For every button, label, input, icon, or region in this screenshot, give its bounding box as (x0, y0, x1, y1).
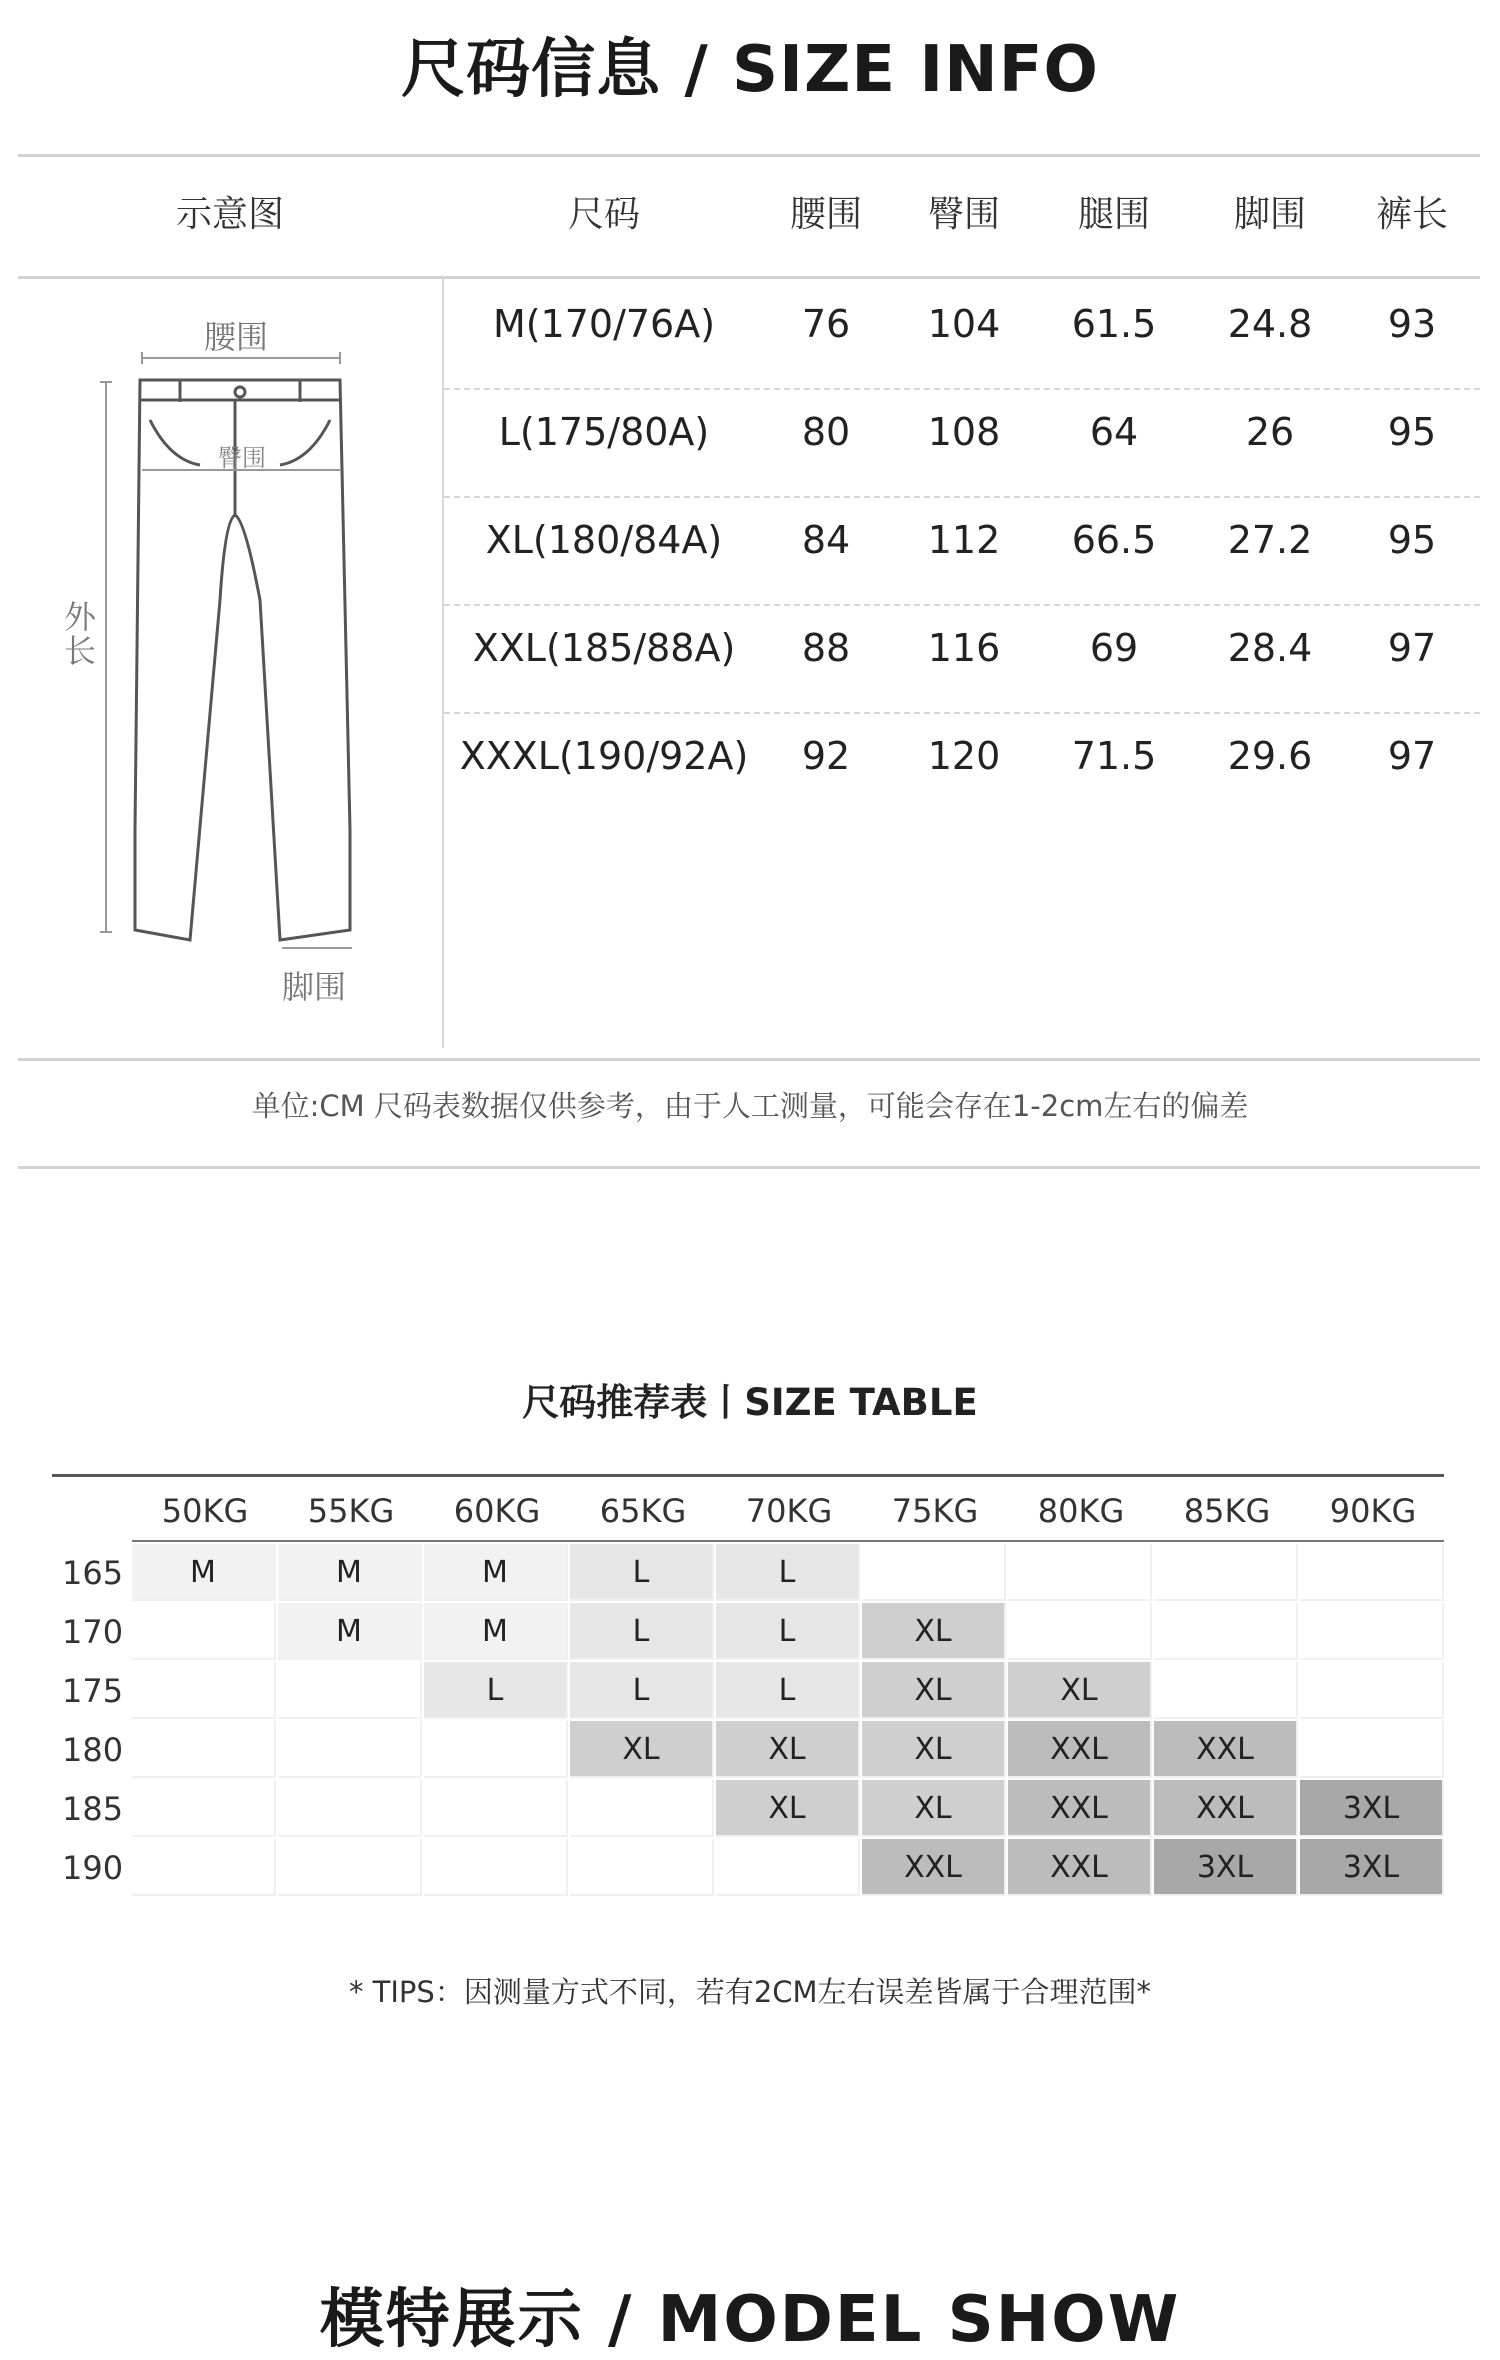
size-row-2-thigh: 64 (1089, 410, 1139, 454)
size-cell (1300, 1662, 1444, 1719)
size-row-4-hip: 116 (927, 626, 1001, 670)
size-row-4-thigh: 69 (1089, 626, 1139, 670)
size-row-5-size: XXXL(190/92A) (459, 734, 749, 778)
size-cell (132, 1721, 276, 1778)
size-row-3-thigh: 66.5 (1071, 518, 1157, 562)
header-hip: 臀围 (927, 194, 1001, 235)
size-cell: XXL (1008, 1780, 1152, 1837)
size-cell (424, 1839, 568, 1896)
size-cell (1154, 1544, 1298, 1601)
unit-note: 单位:CM 尺码表数据仅供参考，由于人工测量，可能会存在1-2cm左右的偏差 (251, 1089, 1249, 1123)
header-bottom-divider (18, 276, 1480, 279)
size-cell: 3XL (1300, 1780, 1444, 1837)
size-cell: 3XL (1300, 1839, 1444, 1896)
pants-outline-icon (60, 300, 400, 1020)
size-table-title: 尺码推荐表丨SIZE TABLE (522, 1381, 978, 1424)
size-cell: XL (1008, 1662, 1152, 1719)
size-cell: M (424, 1544, 568, 1601)
pants-diagram (60, 300, 400, 1020)
diagram-hem-label: 脚围 (282, 968, 347, 1006)
size-cell (570, 1780, 714, 1837)
height-label: 180 (62, 1731, 124, 1769)
diagram-column-divider (442, 278, 444, 1048)
weight-header: 75KG (891, 1492, 979, 1530)
size-row-4-waist: 88 (801, 626, 851, 670)
note-divider (18, 1166, 1480, 1169)
size-cell: M (424, 1603, 568, 1660)
weight-header: 70KG (745, 1492, 833, 1530)
weight-header: 85KG (1183, 1492, 1271, 1530)
size-cell: L (716, 1544, 860, 1601)
size-cell: XXL (1008, 1839, 1152, 1896)
size-row-3-hem: 27.2 (1227, 518, 1313, 562)
size-cell: XXL (1154, 1780, 1298, 1837)
size-cell (1154, 1603, 1298, 1660)
size-cell (132, 1780, 276, 1837)
size-cell (132, 1839, 276, 1896)
size-row-3-size: XL(180/84A) (485, 518, 723, 562)
size-row-2-size: L(175/80A) (498, 410, 710, 454)
size-cell: XL (862, 1603, 1006, 1660)
size-cell: L (570, 1603, 714, 1660)
size-cell (1300, 1603, 1444, 1660)
height-label: 175 (62, 1672, 124, 1710)
size-row-1-waist: 76 (801, 302, 851, 346)
size-row-3-waist: 84 (801, 518, 851, 562)
size-cell: XXL (1008, 1721, 1152, 1778)
header-thigh: 腿围 (1077, 194, 1151, 235)
weight-header: 80KG (1037, 1492, 1125, 1530)
size-cell (1008, 1603, 1152, 1660)
tips-note: * TIPS：因测量方式不同，若有2CM左右误差皆属于合理范围* (348, 1975, 1152, 2009)
size-row-5-hem: 29.6 (1227, 734, 1313, 778)
size-row-3-length: 95 (1387, 518, 1437, 562)
size-row-1-hem: 24.8 (1227, 302, 1313, 346)
row-divider (444, 712, 1480, 714)
weight-header: 55KG (307, 1492, 395, 1530)
size-row-1-thigh: 61.5 (1071, 302, 1157, 346)
size-row-2-hem: 26 (1245, 410, 1295, 454)
header-top-divider (18, 154, 1480, 157)
height-label: 170 (62, 1613, 124, 1651)
size-cell: L (424, 1662, 568, 1719)
size-cell (1300, 1721, 1444, 1778)
size-cell (862, 1544, 1006, 1601)
table-bottom-divider (18, 1058, 1480, 1061)
model-show-title: 模特展示 / MODEL SHOW (319, 2283, 1181, 2357)
size-row-1-size: M(170/76A) (492, 302, 716, 346)
row-divider (444, 388, 1480, 390)
size-cell: L (570, 1662, 714, 1719)
height-label: 185 (62, 1790, 124, 1828)
header-size: 尺码 (567, 194, 641, 235)
size-cell (278, 1839, 422, 1896)
size-cell: M (278, 1544, 422, 1601)
size-row-5-length: 97 (1387, 734, 1437, 778)
size-cell (278, 1721, 422, 1778)
size-cell (132, 1603, 276, 1660)
size-row-2-waist: 80 (801, 410, 851, 454)
size-cell: 3XL (1154, 1839, 1298, 1896)
size-cell: L (716, 1662, 860, 1719)
size-cell (424, 1780, 568, 1837)
weight-header: 50KG (161, 1492, 249, 1530)
size-cell (278, 1780, 422, 1837)
size-cell: XL (862, 1780, 1006, 1837)
size-row-5-hip: 120 (927, 734, 1001, 778)
size-cell (1300, 1544, 1444, 1601)
row-divider (444, 496, 1480, 498)
size-cell (424, 1721, 568, 1778)
size-cell: XL (862, 1721, 1006, 1778)
size-row-1-length: 93 (1387, 302, 1437, 346)
grid-header-line (132, 1540, 1444, 1542)
size-row-4-hem: 28.4 (1227, 626, 1313, 670)
header-waist: 腰围 (789, 194, 863, 235)
size-row-4-length: 97 (1387, 626, 1437, 670)
size-cell (716, 1839, 860, 1896)
size-cell: M (132, 1544, 276, 1601)
row-divider (444, 604, 1480, 606)
size-cell (132, 1662, 276, 1719)
size-cell: XL (862, 1662, 1006, 1719)
size-row-3-hip: 112 (927, 518, 1001, 562)
diagram-waist-label: 腰围 (204, 318, 269, 356)
weight-header: 60KG (453, 1492, 541, 1530)
height-label: 165 (62, 1554, 124, 1592)
size-row-2-hip: 108 (927, 410, 1001, 454)
size-cell: M (278, 1603, 422, 1660)
size-row-5-waist: 92 (801, 734, 851, 778)
header-length: 裤长 (1375, 194, 1449, 235)
size-cell: L (570, 1544, 714, 1601)
size-cell (1154, 1662, 1298, 1719)
diagram-hip-label: 臀围 (218, 444, 266, 472)
size-cell: L (716, 1603, 860, 1660)
weight-header: 65KG (599, 1492, 687, 1530)
size-cell: XXL (1154, 1721, 1298, 1778)
header-hem: 脚围 (1233, 194, 1307, 235)
size-row-4-size: XXL(185/88A) (472, 626, 736, 670)
size-cell: XL (716, 1721, 860, 1778)
header-diagram: 示意图 (175, 194, 285, 235)
diagram-outer-length-label: 外长 (63, 598, 96, 670)
size-cell (570, 1839, 714, 1896)
size-row-2-length: 95 (1387, 410, 1437, 454)
size-cell (278, 1662, 422, 1719)
grid-top-line (52, 1474, 1444, 1477)
size-row-1-hip: 104 (927, 302, 1001, 346)
size-info-title: 尺码信息 / SIZE INFO (401, 33, 1099, 107)
size-cell: XL (716, 1780, 860, 1837)
height-label: 190 (62, 1849, 124, 1887)
size-cell: XXL (862, 1839, 1006, 1896)
size-cell: XL (570, 1721, 714, 1778)
weight-header: 90KG (1329, 1492, 1417, 1530)
size-row-5-thigh: 71.5 (1071, 734, 1157, 778)
size-cell (1008, 1544, 1152, 1601)
